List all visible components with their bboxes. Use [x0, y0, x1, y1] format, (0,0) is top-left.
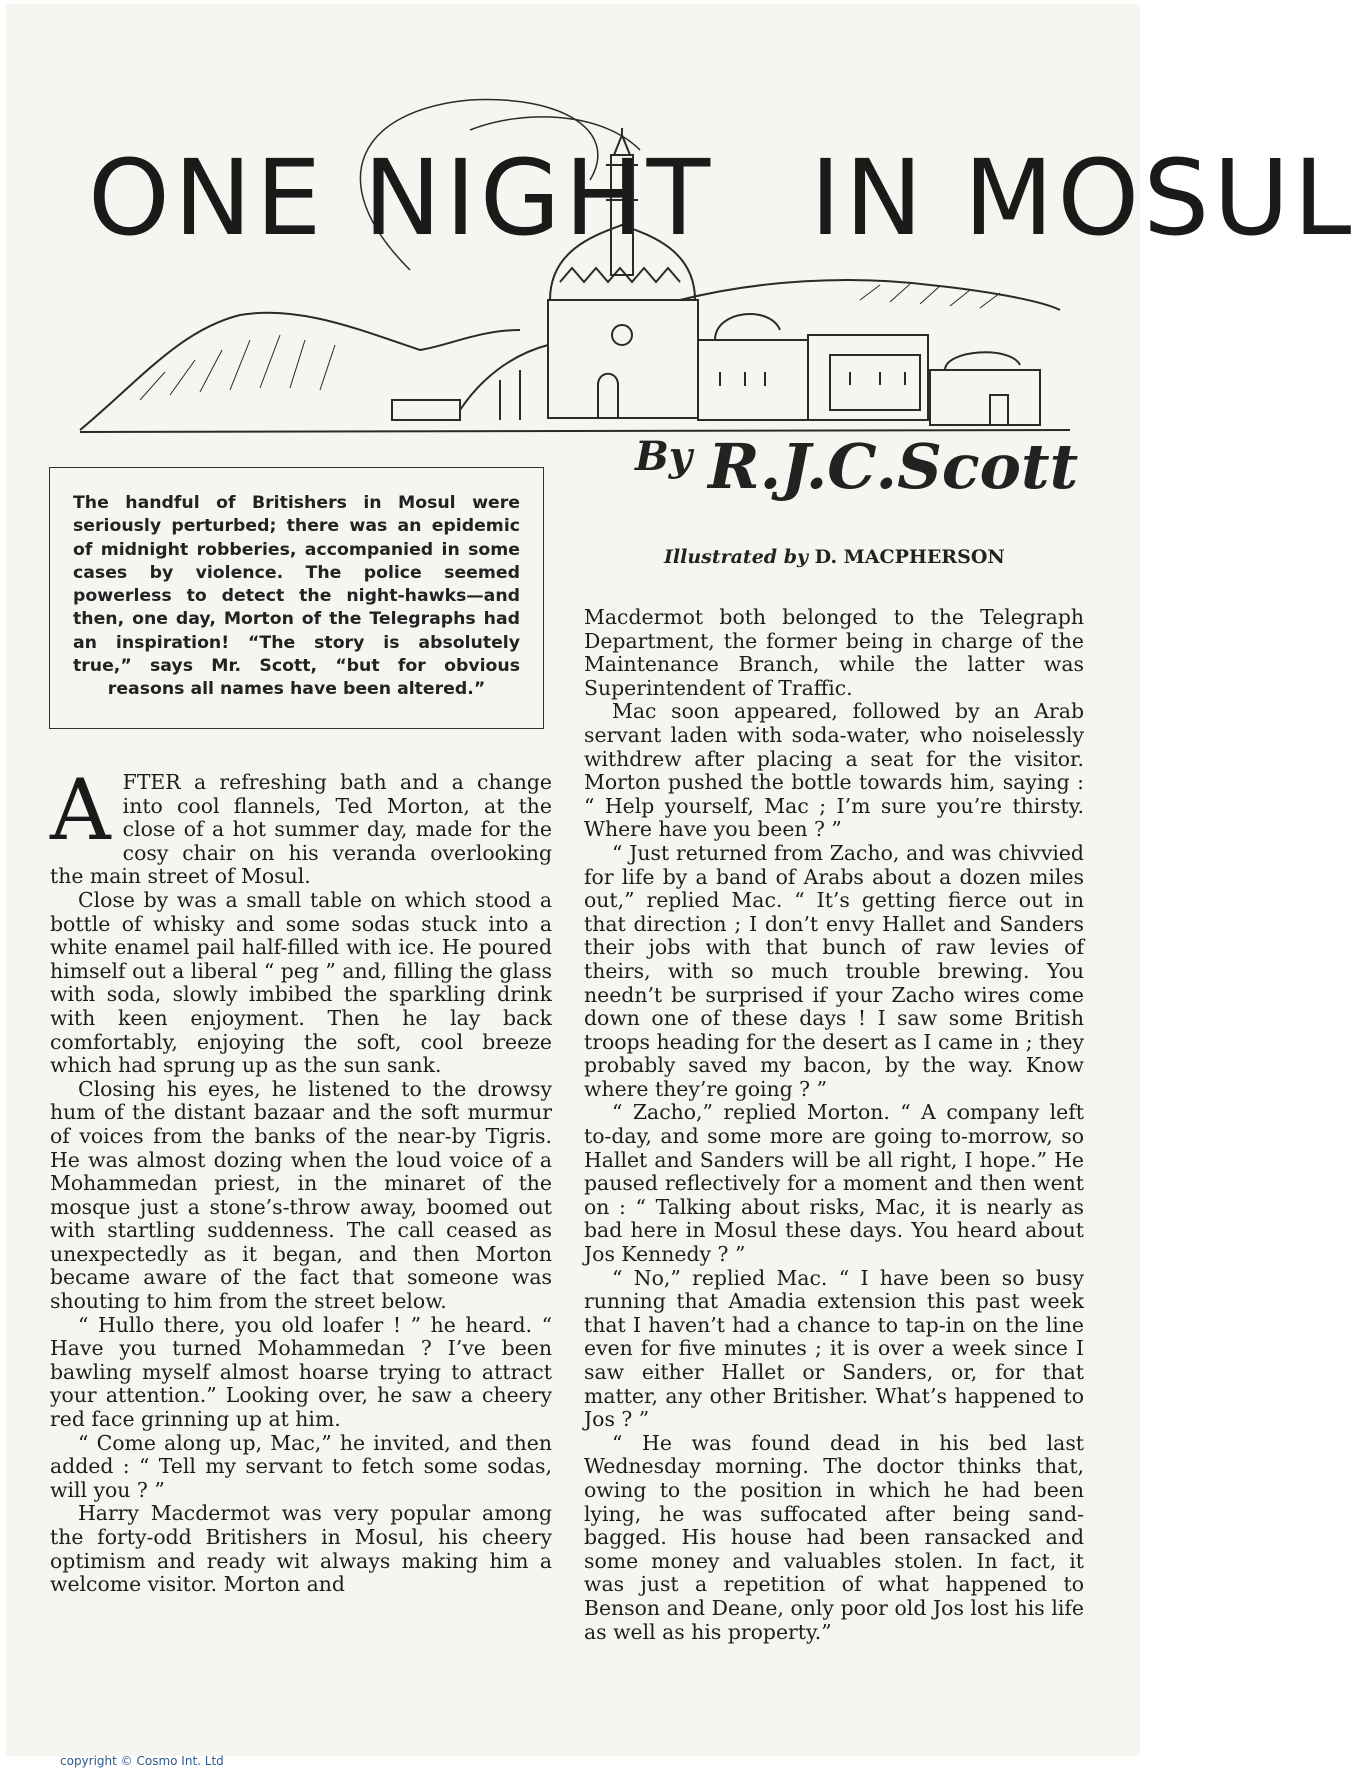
body-paragraph: Macdermot both belonged to the Telegraph Department, the former being in charge of the Maintenance Branch, while the latter was Superintendent of Traffic. — [584, 605, 1084, 700]
body-paragraph: “ No,” replied Mac. “ I have been so busy running that Amadia extension this past week that I haven’t had a chance to tap-in on the line even for five minutes ; it is over a week since I saw either Hallet or Sanders, or, for that matter, any other Britisher. What’s happened to Jos ? ” — [584, 1265, 1084, 1432]
body-paragraph: Mac soon appeared, followed by an Arab servant laden with soda-water, who noiselessly withdrew after placing a seat for the visitor. Morton pushed the bottle towards him, saying : “ Help yourself, Mac ; I’m sure you’re thirsty. Where have you been ? ” — [584, 699, 1084, 842]
byline — [635, 430, 1079, 503]
left-wall-drawing — [392, 345, 548, 420]
drop-cap: A — [50, 761, 111, 859]
body-paragraph: “ Zacho,” replied Morton. “ A company left to-day, and some more are going to-morrow, so Hallet and Sanders will be all right, I hope.” He paused reflectively for a moment and then went on : “ Talking about risks, Mac, it is nearly as bad here in Mosul these days. You heard about Jos Kennedy ? ” — [584, 1100, 1084, 1267]
author-name: R.J.C.Scott — [708, 430, 1079, 503]
title-word-mosul: MOSUL — [963, 137, 1355, 259]
illustrator-credit — [664, 546, 1005, 568]
body-paragraph: Harry Macdermot was very popular among the forty-odd Britishers in Mosul, his cheery optimism and ready wit always making him a welcome visitor. Morton and — [50, 1501, 552, 1597]
hill-line-right — [680, 280, 1060, 310]
copyright-notice: copyright © Cosmo Int. Ltd — [60, 1754, 224, 1768]
intro-text: The handful of Britishers in Mosul were seriously perturbed; there was an epidemic of midnight robberies, accompanied in some cases by violence. The police seemed powerless to detect the night-hawks—and then, one day, Morton of the Telegraphs had an inspiration! “The story is absolutely true,” says Mr. Scott, “but for obvious reasons all names have been altered.” — [73, 493, 520, 700]
body-paragraph: “ Just returned from Zacho, and was chivvied for life by a band of Arabs about a dozen miles out,” replied Mac. “ It’s getting fierce out in that direction ; I don’t envy Hallet and Sanders their jobs with that bunch of raw levies of theirs, with so much trouble brewing. You needn’t be surprised if your Zacho wires come down one of these days ! I saw some British troops heading for the desert as I came in ; they probably saved my bacon, by the way. Know where they’re going ? ” — [584, 840, 1084, 1101]
town-buildings-drawing — [698, 314, 1040, 425]
byline-prefix: By — [635, 433, 693, 480]
intro-box — [49, 467, 544, 729]
body-paragraph: “ Come along up, Mac,” he invited, and then added : “ Tell my servant to fetch some sodas, will you ? ” — [50, 1430, 552, 1502]
hill-hatching — [140, 284, 1000, 400]
body-paragraph: “ He was found dead in his bed last Wednesday morning. The doctor thinks that, owing to the position in which he had been lying, he was suffocated after being sand-bagged. His house had been ransacked and some money and valuables stolen. In fact, it was just a repetition of what happened to Benson and Deane, only poor old Jos lost his life as well as his property.” — [584, 1430, 1084, 1644]
body-paragraph — [50, 761, 552, 889]
body-column-right — [584, 606, 1084, 1644]
body-paragraph: Close by was a small table on which stood a bottle of whisky and some sodas stuck into a white enamel pail half-filled with ice. He poured himself out a liberal “ peg ” and, filling the glass with soda, slowly imbibed the sparkling drink with keen enjoyment. Then he lay back comfortably, enjoying the soft, cool breeze which had sprung up as the sun sank. — [50, 887, 552, 1078]
title-word-one: ONE — [88, 137, 326, 259]
article-title — [88, 137, 1355, 259]
illustrator-name: D. MACPHERSON — [814, 546, 1005, 568]
hill-line — [80, 313, 520, 430]
body-paragraph-text: FTER a refreshing bath and a change into cool flannels, Ted Morton, at the close of a hot summer day, made for the cosy chair on his veranda overlooking the main street of Mosul. — [50, 770, 552, 889]
illustrated-by-label: Illustrated by — [664, 546, 809, 568]
title-word-in: IN — [810, 137, 927, 259]
title-word-night: NIGHT — [363, 137, 715, 259]
body-paragraph: “ Hullo there, you old loafer ! ” he heard. “ Have you turned Mohammedan ? I’ve been bawling myself almost hoarse trying to attract your attention.” Looking over, he saw a cheery red face grinning up at him. — [50, 1312, 552, 1432]
body-column-left — [50, 761, 552, 1597]
body-paragraph: Closing his eyes, he listened to the drowsy hum of the distant bazaar and the soft murmur of voices from the banks of the near-by Tigris. He was almost dozing when the loud voice of a Mohammedan priest, in the minaret of the mosque just a stone’s-throw away, boomed out with startling suddenness. The call ceased as unexpectedly as it began, and then Morton became aware of the fact that someone was shouting to him from the street below. — [50, 1076, 552, 1314]
